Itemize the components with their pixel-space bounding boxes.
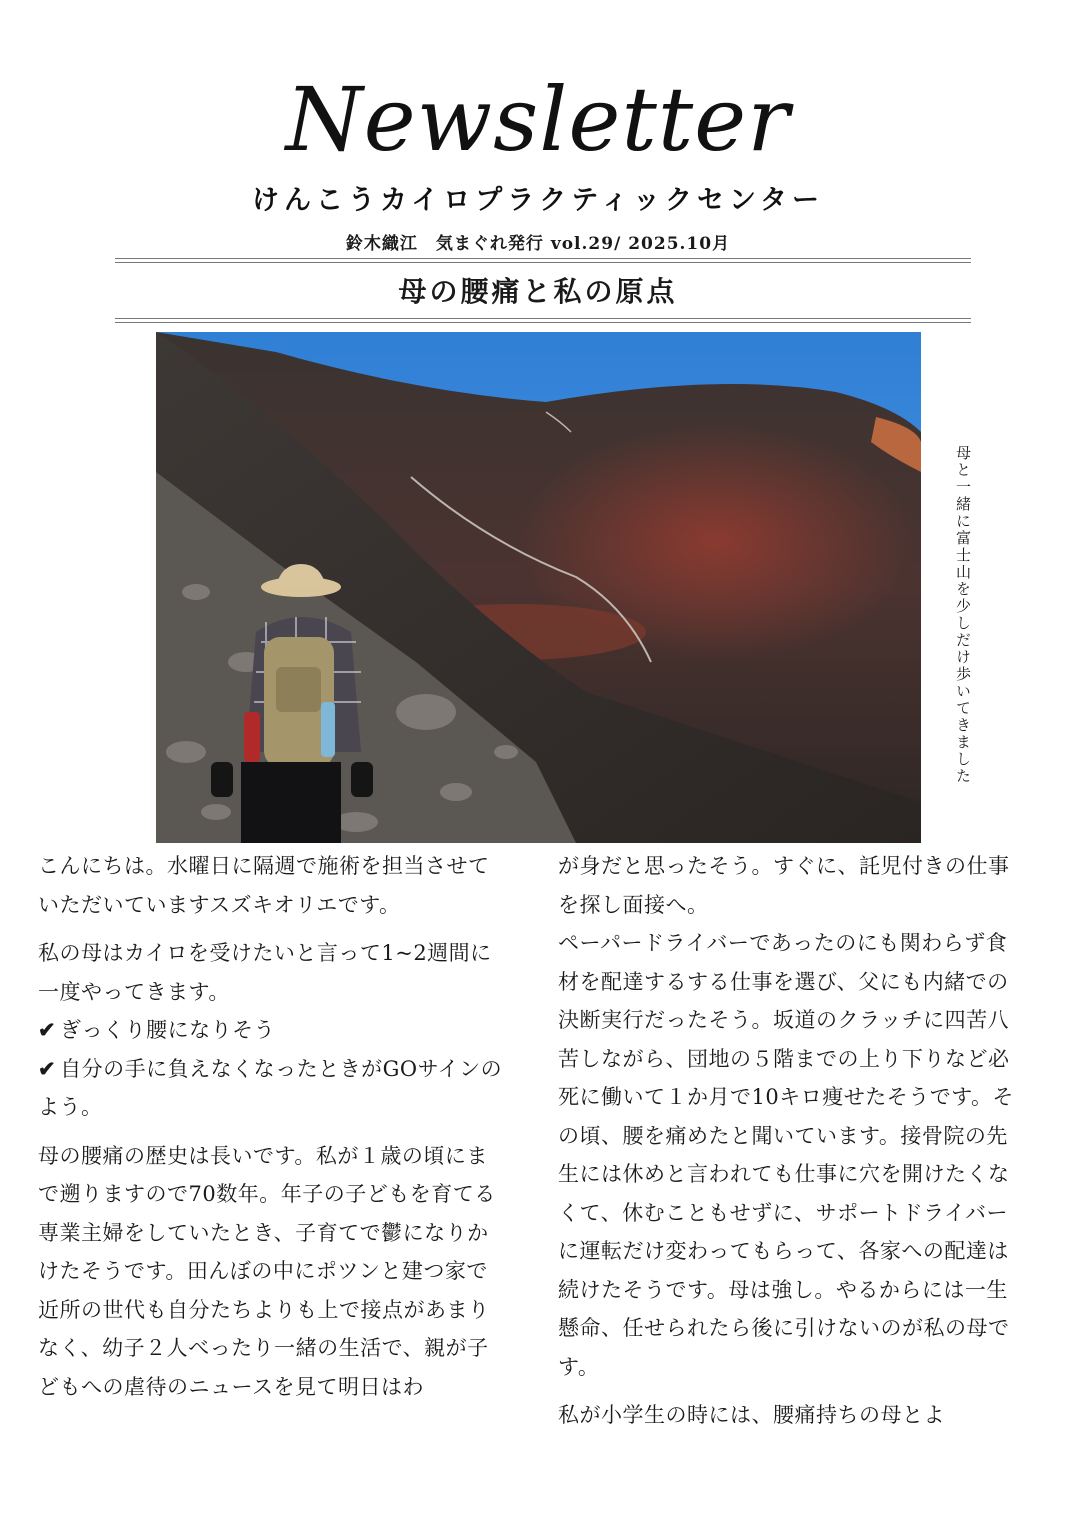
mother-visits-text: 私の母はカイロを受けたいと言って1~2週間に一度やってきます。	[38, 941, 492, 1004]
issue-line: 鈴木織江 気まぐれ発行 vol.29/ 2025.10月	[345, 234, 731, 254]
divider-top	[115, 258, 971, 263]
paragraph-elementary-school: 私が小学生の時には、腰痛持ちの母とよ	[558, 1403, 945, 1427]
masthead	[0, 70, 1076, 254]
divider-bottom	[115, 318, 971, 323]
paragraph-continuation: が身だと思ったそう。すぐに、託児付きの仕事を探し面接へ。	[558, 854, 1010, 917]
check-mark-icon: ✔	[38, 1017, 57, 1042]
clinic-name: けんこうカイロプラクティックセンター	[252, 185, 824, 216]
check-mark-icon: ✔	[38, 1055, 57, 1081]
paragraph-delivery-job: ペーパードライバーであったのにも関わらず食材を配達するする仕事を選び、父にも内緒での決断実行だったそう。坂道のクラッチに四苦八苦しながら、団地の５階までの上り下りなど必死に働いて１か月で10キロ痩せたそうです。その頃、腰を痛めたと聞いています。接骨院の先生には休めと言われても仕事に穴を開けたくなくて、休むこともせずに、サポートドライバーに運転だけ変わってもらって、各家への配達は続けたそうです。母は強し。やるからには一生懸命、任せられたら後に引けないのが私の母です。	[558, 931, 1015, 1379]
mount-fuji-hiking-photo	[156, 332, 921, 843]
check-item-1: ✔ ぎっくり腰になりそう	[38, 1017, 276, 1042]
article-column-left	[38, 847, 508, 1416]
paragraph-back-pain-history: 母の腰痛の歴史は長いです。私が１歳の頃にまで遡りますので70数年。年子の子どもを育てる専業主婦をしていたとき、子育てで鬱になりかけたそうです。田んぼの中にポツンと建つ家で近所の世代も自分たちよりも上で接点があまりなく、幼子２人べったり一緒の生活で、親が子どもへの虐待のニュースを見て明日はわ	[38, 1143, 496, 1399]
check-item-2: ✔ 自分の手に負えなくなったときがGOサインのよう。	[38, 1055, 503, 1119]
article-column-right	[558, 847, 1028, 1445]
photo-caption: 母と一緒に富士山を少しだけ歩いてきました	[954, 445, 972, 785]
paragraph-mother-visits	[38, 934, 508, 1127]
newsletter-title: Newsletter	[285, 68, 791, 171]
article-headline: 母の腰痛と私の原点	[398, 275, 678, 308]
paragraph-greeting: こんにちは。水曜日に隔週で施術を担当させていただいていますスズキオリエです。	[38, 854, 490, 917]
